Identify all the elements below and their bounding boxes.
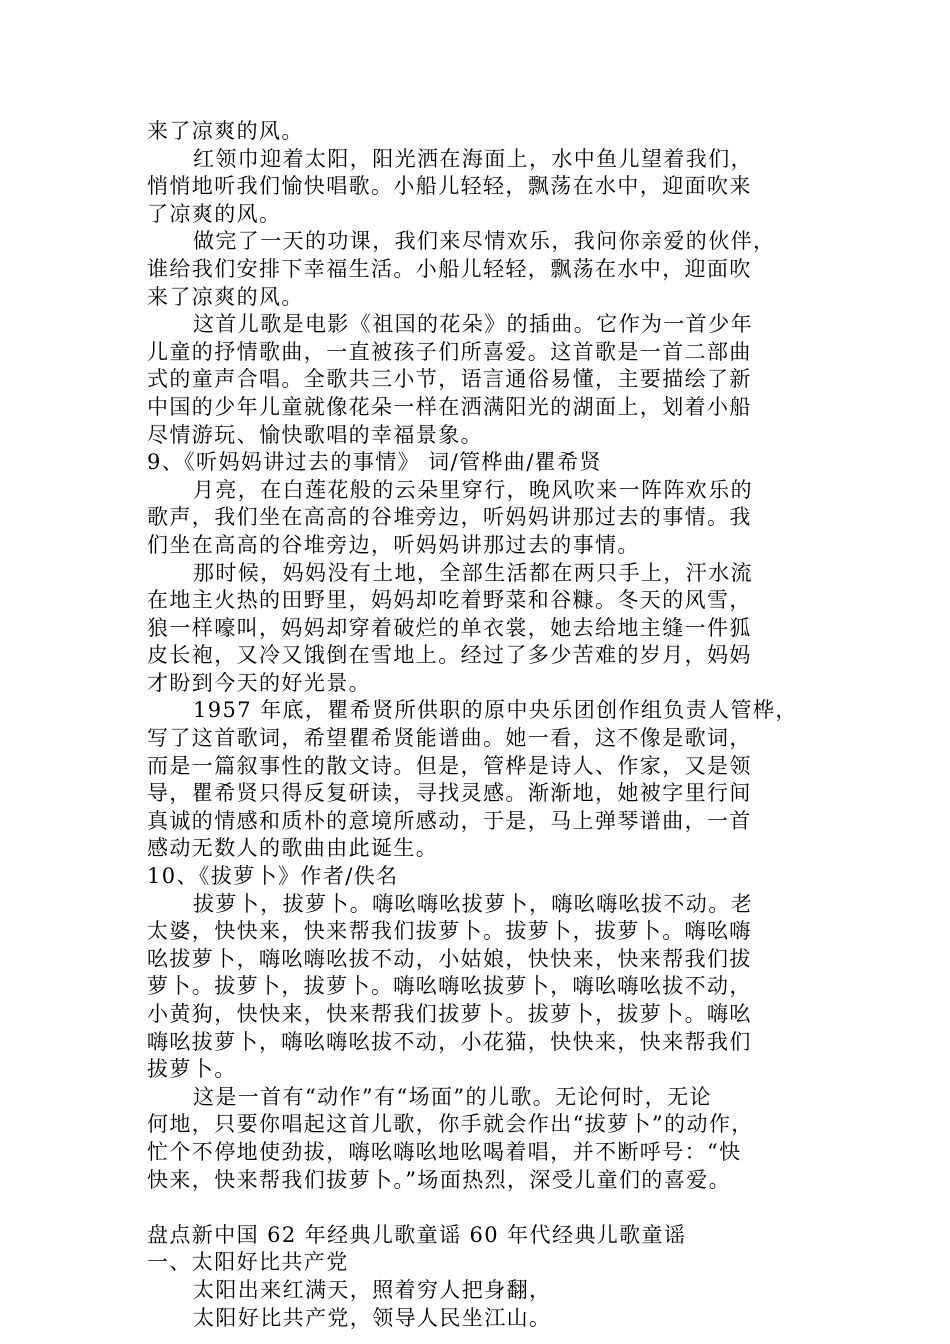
- section-heading: 9、《听妈妈讲过去的事情》 词/管桦曲/瞿希贤: [147, 450, 602, 475]
- text-line: 在地主火热的田野里，妈妈却吃着野菜和谷糠。冬天的风雪，: [147, 588, 752, 613]
- text-line: 尽情游玩、愉快歌唱的幸福景象。: [147, 422, 483, 447]
- text-line: 吆拔萝卜，嗨吆嗨吆拔不动，小姑娘，快快来，快来帮我们拔: [147, 946, 752, 971]
- text-line: 感动无数人的歌曲由此诞生。: [147, 836, 439, 861]
- text-line: 谁给我们安排下幸福生活。小船儿轻轻，飘荡在水中，迎面吹: [147, 256, 752, 281]
- song10-lyrics: [147, 891, 807, 1084]
- text-line: 写了这首歌词，希望瞿希贤能谱曲。她一看，这不像是歌词，: [147, 726, 752, 751]
- text-line: 中国的少年儿童就像花朵一样在洒满阳光的湖面上，划着小船: [147, 394, 752, 419]
- text-line: 狼一样嚎叫，妈妈却穿着破烂的单衣裳，她去给地主缝一件狐: [147, 615, 752, 640]
- song8-commentary: [147, 311, 807, 449]
- text-line: 太阳好比共产党，领导人民坐江山。: [193, 1305, 552, 1330]
- song8-verse-3: [147, 228, 807, 311]
- text-line: 皮长袍，又冷又饿倒在雪地上。经过了多少苦难的岁月，妈妈: [147, 643, 752, 668]
- next-section-heading: [147, 1222, 807, 1250]
- text-line: 儿童的抒情歌曲，一直被孩子们所喜爱。这首歌是一首二部曲: [147, 339, 752, 364]
- blank-line: [147, 1194, 807, 1222]
- text-line: 何地，只要你唱起这首儿歌，你手就会作出“拔萝卜”的动作，: [147, 1112, 754, 1137]
- text-line: 那时候，妈妈没有土地，全部生活都在两只手上，汗水流: [193, 560, 753, 585]
- text-line: 了凉爽的风。: [147, 201, 282, 226]
- item1-title: [147, 1249, 807, 1277]
- text-line: 嗨吆拔萝卜，嗨吆嗨吆拔不动，小花猫，快快来，快来帮我们: [147, 1029, 752, 1054]
- section-heading: 10、《拔萝卜》作者/佚名: [147, 864, 399, 889]
- text-line: 才盼到今天的好光景。: [147, 670, 371, 695]
- text-line: 导，瞿希贤只得反复研读，寻找灵感。渐渐地，她被字里行间: [147, 781, 752, 806]
- song8-verse-2: [147, 146, 807, 229]
- section-heading: 盘点新中国 62 年经典儿歌童谣 60 年代经典儿歌童谣: [147, 1222, 687, 1247]
- text-line: 而是一篇叙事性的散文诗。但是，管桦是诗人、作家，又是领: [147, 753, 752, 778]
- text-line: 歌声，我们坐在高高的谷堆旁边，听妈妈讲那过去的事情。我: [147, 505, 752, 530]
- song9-title: [147, 449, 807, 477]
- song9-commentary: [147, 697, 807, 863]
- text-line: 忙个不停地使劲拔，嗨吆嗨吆地吆喝着唱，并不断呼号：“快: [147, 1139, 742, 1164]
- text-line: 红领巾迎着太阳，阳光洒在海面上，水中鱼儿望着我们，: [193, 146, 753, 171]
- song8-continuation: [147, 118, 807, 146]
- text-line: 小黄狗，快快来，快来帮我们拔萝卜。拔萝卜，拔萝卜。嗨吆: [147, 1002, 752, 1026]
- text-line: 萝卜。拔萝卜，拔萝卜。嗨吆嗨吆拔萝卜，嗨吆嗨吆拔不动，: [147, 974, 752, 999]
- document-page: [147, 118, 807, 1332]
- text-line: 太婆，快快来，快来帮我们拔萝卜。拔萝卜，拔萝卜。嗨吆嗨: [147, 919, 752, 944]
- text-line: 式的童声合唱。全歌共三小节，语言通俗易懂，主要描绘了新: [147, 367, 752, 392]
- text-line: 悄悄地听我们愉快唱歌。小船儿轻轻，飘荡在水中，迎面吹来: [147, 174, 752, 199]
- song9-verse-2: [147, 560, 807, 698]
- text-line: 快来，快来帮我们拔萝卜。”场面热烈，深受儿童们的喜爱。: [147, 1167, 732, 1192]
- text-line: 真诚的情感和质朴的意境所感动，于是，马上弹琴谱曲，一首: [147, 808, 752, 833]
- item-heading: 一、太阳好比共产党: [147, 1250, 349, 1275]
- text-line: 这首儿歌是电影《祖国的花朵》的插曲。它作为一首少年: [193, 312, 753, 337]
- item1-lyrics: [147, 1277, 807, 1332]
- text-line: 拔萝卜。: [147, 1057, 237, 1082]
- text-line: 来了凉爽的风。: [147, 284, 304, 309]
- text-line: 来了凉爽的风。: [147, 119, 304, 143]
- text-line: 们坐在高高的谷堆旁边，听妈妈讲那过去的事情。: [147, 532, 640, 557]
- text-line: 1957 年底，瞿希贤所供职的原中央乐团创作组负责人管桦，: [193, 698, 798, 723]
- text-line: 这是一首有“动作”有“场面”的儿歌。无论何时，无论: [193, 1084, 712, 1109]
- song10-title: [147, 863, 807, 891]
- text-line: 太阳出来红满天，照着穷人把身翻，: [193, 1277, 552, 1302]
- text-line: 拔萝卜，拔萝卜。嗨吆嗨吆拔萝卜，嗨吆嗨吆拔不动。老: [193, 891, 753, 916]
- song10-commentary: [147, 1084, 807, 1194]
- song9-verse-1: [147, 477, 807, 560]
- text-line: 做完了一天的功课，我们来尽情欢乐，我问你亲爱的伙伴，: [193, 229, 776, 254]
- text-line: 月亮，在白莲花般的云朵里穿行，晚风吹来一阵阵欢乐的: [193, 477, 753, 502]
